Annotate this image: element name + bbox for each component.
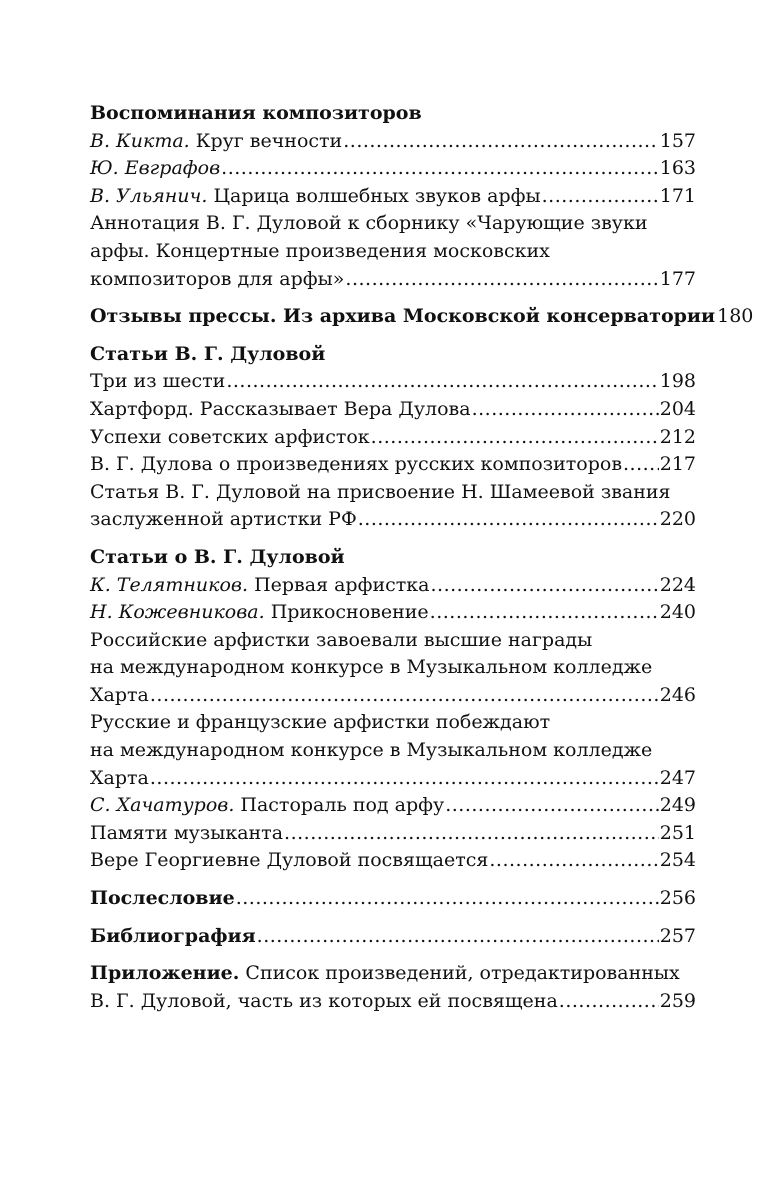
section-articles-by-dulova xyxy=(90,341,696,534)
entry-title: Пастораль под арфу xyxy=(234,794,445,817)
toc-entry-multiline[interactable] xyxy=(90,709,696,792)
page-number: 224 xyxy=(659,573,696,596)
dot-leader xyxy=(472,396,659,424)
page-number: 157 xyxy=(659,129,696,152)
toc-entry[interactable] xyxy=(90,183,696,211)
entry-title: В. Г. Дулова о произведениях русских композиторов xyxy=(90,453,623,476)
page-number: 257 xyxy=(659,924,696,947)
toc-entry[interactable] xyxy=(90,155,696,183)
toc-entry[interactable] xyxy=(90,128,696,156)
toc-entry[interactable] xyxy=(90,599,696,627)
dot-leader xyxy=(371,424,659,452)
section-press-reviews xyxy=(90,303,754,331)
dot-leader xyxy=(430,572,658,600)
dot-leader xyxy=(284,820,659,848)
dot-leader xyxy=(559,988,659,1016)
entry-line: В. Г. Дуловой, часть из которых ей посвящена xyxy=(90,989,558,1012)
section-articles-about-dulova xyxy=(90,544,696,875)
entry-title: Вере Георгиевне Дуловой посвящается xyxy=(90,849,489,872)
dot-leader xyxy=(343,128,659,156)
entry-author: С. Хачатуров. xyxy=(90,794,235,817)
toc-entry[interactable] xyxy=(90,792,696,820)
page-number: 204 xyxy=(659,397,696,420)
page-number: 180 xyxy=(717,305,754,328)
toc-entry-multiline[interactable] xyxy=(90,627,696,710)
section-appendix xyxy=(90,960,696,1015)
entry-author: В. Ульянич. xyxy=(90,184,208,207)
page-number: 256 xyxy=(659,887,696,910)
dot-leader xyxy=(257,923,659,951)
section-heading: Воспоминания композиторов xyxy=(90,102,422,124)
entry-line: Русские и французские арфистки побеждают xyxy=(90,711,551,734)
section-afterword xyxy=(90,885,696,913)
dot-leader xyxy=(623,451,659,479)
entry-line: арфы. Концертные произведения московских xyxy=(90,239,550,262)
page-number: 246 xyxy=(659,683,696,706)
entry-line: на международном конкурсе в Музыкальном колледже xyxy=(90,656,653,679)
toc-entry[interactable] xyxy=(90,368,696,396)
entry-title: Первая арфистка xyxy=(248,573,430,596)
toc-entry[interactable] xyxy=(90,424,696,452)
entry-line: Аннотация В. Г. Дуловой к сборнику «Чарующие звуки xyxy=(90,212,648,235)
entry-title: Прикосновение xyxy=(264,601,429,624)
dot-leader xyxy=(150,682,659,710)
entry-title: Успехи советских арфисток xyxy=(90,425,370,448)
page-number: 163 xyxy=(659,157,696,180)
entry-title: Царица волшебных звуков арфы xyxy=(207,184,541,207)
entry-title: Хартфорд. Рассказывает Вера Дулова xyxy=(90,397,471,420)
page-number: 251 xyxy=(659,821,696,844)
table-of-contents xyxy=(90,100,754,1025)
toc-entry[interactable] xyxy=(90,303,754,331)
entry-line: на международном конкурсе в Музыкальном колледже xyxy=(90,739,653,762)
toc-entry-multiline[interactable] xyxy=(90,960,696,1015)
section-heading: Библиография xyxy=(90,924,256,947)
page-number: 247 xyxy=(659,766,696,789)
entry-line: композиторов для арфы» xyxy=(90,267,345,290)
dot-leader xyxy=(236,885,659,913)
dot-leader xyxy=(150,765,659,793)
dot-leader xyxy=(445,792,659,820)
dot-leader xyxy=(345,266,658,294)
section-bibliography xyxy=(90,923,696,951)
section-heading: Приложение. xyxy=(90,962,240,985)
toc-entry[interactable] xyxy=(90,396,696,424)
page-number: 220 xyxy=(659,508,696,531)
entry-title: Круг вечности xyxy=(189,129,343,152)
page-number: 212 xyxy=(659,425,696,448)
dot-leader xyxy=(221,155,659,183)
toc-entry-multiline[interactable] xyxy=(90,210,696,293)
toc-entry[interactable] xyxy=(90,923,696,951)
dot-leader xyxy=(542,183,659,211)
dot-leader xyxy=(430,599,659,627)
page-number: 249 xyxy=(659,794,696,817)
section-composers-memories xyxy=(90,100,696,293)
dot-leader xyxy=(489,847,658,875)
page-number: 254 xyxy=(659,849,696,872)
entry-line: Российские арфистки завоевали высшие награды xyxy=(90,628,593,651)
page-number: 240 xyxy=(659,601,696,624)
dot-leader xyxy=(358,506,659,534)
toc-entry[interactable] xyxy=(90,820,696,848)
toc-entry[interactable] xyxy=(90,847,696,875)
page-number: 217 xyxy=(659,453,696,476)
entry-line: Харта xyxy=(90,683,149,706)
entry-title: Три из шести xyxy=(90,370,226,393)
entry-line: заслуженной артистки РФ xyxy=(90,508,357,531)
section-heading: Послесловие xyxy=(90,887,235,910)
entry-author: В. Кикта. xyxy=(90,129,190,152)
toc-entry[interactable] xyxy=(90,451,696,479)
page-number: 171 xyxy=(659,184,696,207)
page-number: 198 xyxy=(659,370,696,393)
entry-line: Статья В. Г. Дуловой на присвоение Н. Шамеевой звания xyxy=(90,480,671,503)
entry-line: Список произведений, отредактированных xyxy=(239,962,680,985)
entry-author: Н. Кожевникова. xyxy=(90,601,265,624)
dot-leader xyxy=(226,368,658,396)
entry-line: Харта xyxy=(90,766,149,789)
section-heading: Статьи В. Г. Дуловой xyxy=(90,342,326,365)
toc-entry[interactable] xyxy=(90,885,696,913)
toc-entry-multiline[interactable] xyxy=(90,479,696,534)
toc-entry[interactable] xyxy=(90,572,696,600)
entry-author: Ю. Евграфов xyxy=(90,157,221,180)
section-heading: Отзывы прессы. Из архива Московской консерватории xyxy=(90,305,716,328)
page-number: 177 xyxy=(659,267,696,290)
entry-title: Памяти музыканта xyxy=(90,821,284,844)
entry-author: К. Телятников. xyxy=(90,573,249,596)
page-number: 259 xyxy=(659,989,696,1012)
section-heading: Статьи о В. Г. Дуловой xyxy=(90,545,345,568)
